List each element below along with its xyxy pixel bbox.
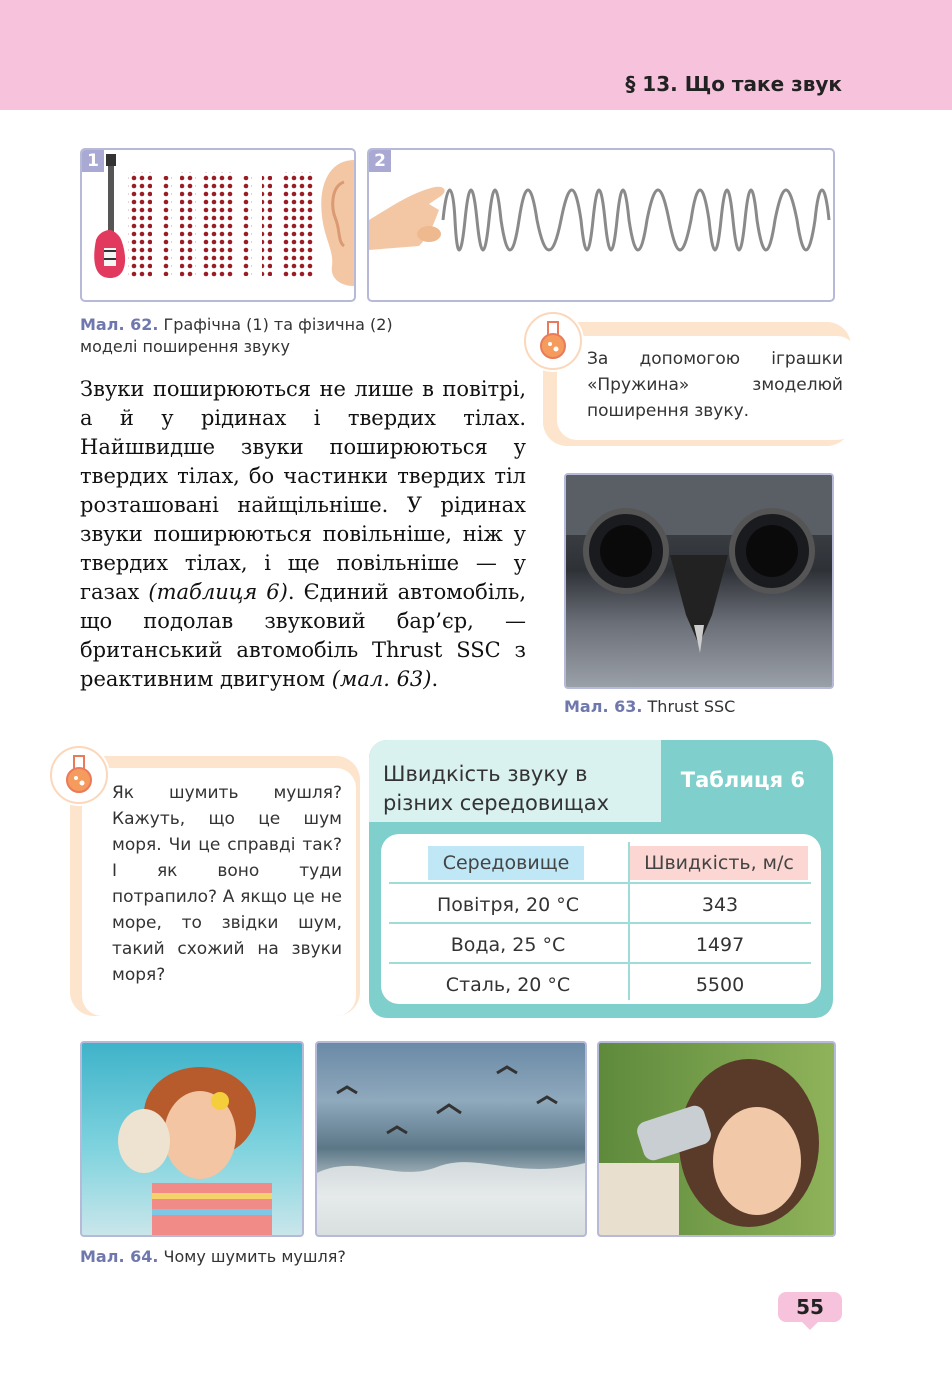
body-text-part: . Єдиний автомобіль, що подолав звуковий бар’єр, — британський автомобіль Thrust SSC з реактивним двигуном [80, 580, 526, 691]
section-title: § 13. Що таке звук [625, 72, 842, 96]
panel-number-badge: 2 [369, 150, 391, 172]
ear-icon [321, 160, 354, 286]
hand-icon [369, 187, 445, 250]
table-cell-medium: Вода, 25 °С [450, 934, 566, 956]
page-header [0, 0, 952, 110]
table-title: Швидкість звуку в різних середовищах [383, 762, 609, 815]
table-cell-speed: 5500 [695, 974, 745, 996]
table-cell-medium: Повітря, 20 °С [436, 894, 579, 916]
thrust-ssc-photo [564, 473, 834, 689]
girl-with-shell-photo [80, 1041, 304, 1237]
flask-icon [524, 312, 582, 370]
figure-62-panel-2 [367, 148, 835, 302]
sea-waves-photo [315, 1041, 587, 1237]
table-cell-speed: 1497 [695, 934, 745, 956]
table-title-block [369, 740, 661, 822]
activity-note-spring [543, 322, 851, 446]
page-number-pointer [800, 1320, 820, 1330]
figure-63-caption [564, 696, 735, 718]
table-cell-medium: Сталь, 20 °С [445, 974, 571, 996]
figure-reference: (мал. 63) [331, 667, 432, 691]
panel-number-badge: 1 [82, 150, 104, 172]
figure-62-panel-1 [80, 148, 356, 302]
caption-text: Графічна (1) та фізична (2) моделі поширення звуку [80, 315, 393, 356]
caption-label: Мал. 64. [80, 1247, 159, 1266]
caption-label: Мал. 62. [80, 315, 159, 334]
caption-text: Thrust SSC [642, 697, 736, 716]
table-cell-speed: 343 [701, 894, 739, 916]
body-paragraph [80, 375, 526, 694]
note-text: Як шумить мушля? Кажуть, що це шум моря. Чи це справді так? І як воно туди потрапило? А якщо це не море, то звідки шум, такий схожий на звуки моря? [112, 783, 342, 985]
body-text-part: . [431, 667, 439, 691]
note-text: За допомогою іграшки «Пружина» змоделюй поширення звуку. [587, 349, 843, 421]
question-note-shell [70, 756, 360, 1016]
page-number: 55 [778, 1292, 842, 1322]
caption-text: Чому шумить мушля? [158, 1247, 346, 1266]
guitar-icon [94, 154, 125, 278]
column-header-medium: Середовище [428, 846, 584, 880]
spring-toy-illustration [369, 150, 833, 300]
figure-64-caption [80, 1246, 346, 1268]
table-divider [389, 882, 811, 884]
caption-label: Мал. 63. [564, 697, 643, 716]
body-text-part: Звуки поширюються не лише в повітрі, а й у рідинах і твердих тілах. Найшвидше звуки поширюються у твердих тілах, бо частинки твердих тіл розташовані найщільніше. У рідинах звуки поширюються повільніше, ніж у твердих тілах, і ще повільніше — у газах [80, 377, 526, 604]
table-reference: (таблиця 6) [148, 580, 288, 604]
flask-icon [50, 746, 108, 804]
column-header-speed: Швидкість, м/с [630, 846, 808, 880]
sound-wave-model-illustration [82, 150, 354, 300]
figure-62-caption [80, 314, 420, 358]
girl-with-can-photo [597, 1041, 836, 1237]
table-label: Таблиця 6 [680, 768, 805, 792]
